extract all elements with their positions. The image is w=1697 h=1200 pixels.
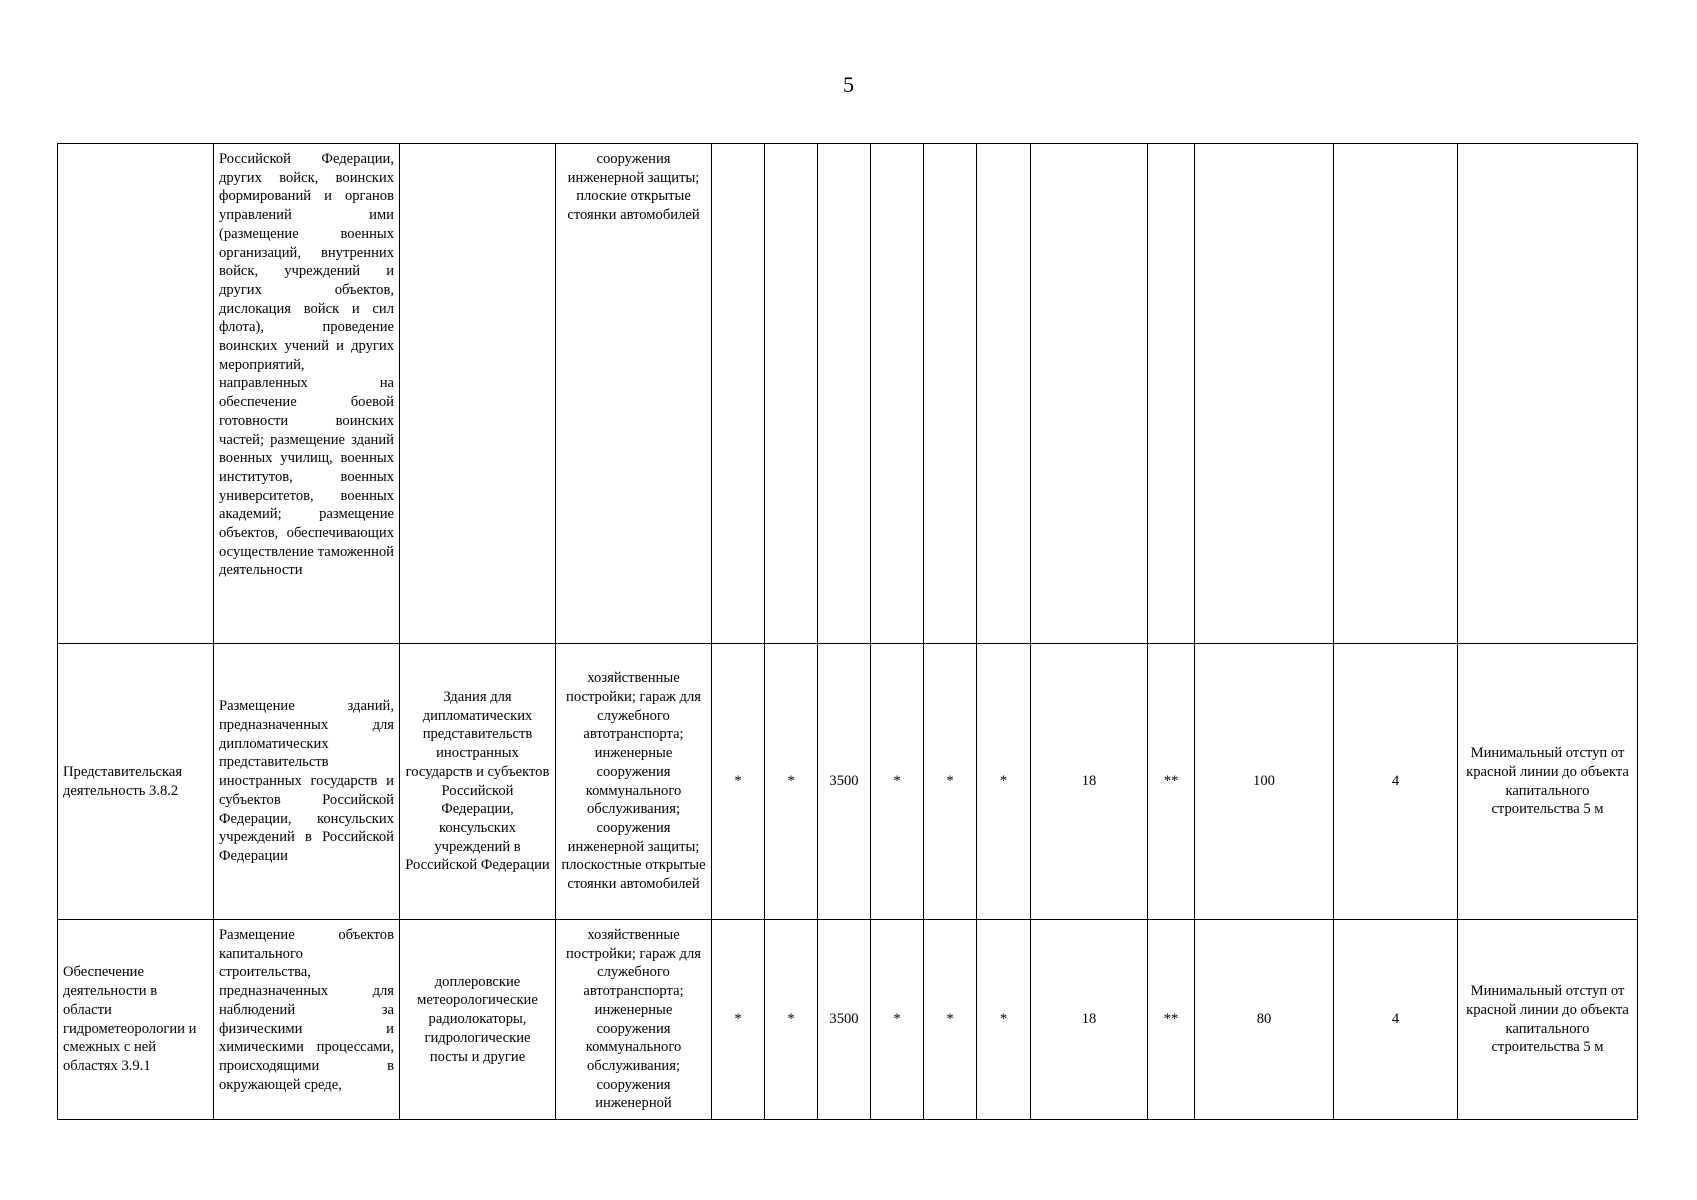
cell-note: Минимальный отступ от красной линии до объекта капитального строительства 5 м bbox=[1458, 644, 1638, 920]
table-row bbox=[58, 920, 1638, 1120]
cell-param-12: ** bbox=[1148, 920, 1195, 1120]
cell-param-9: * bbox=[924, 644, 977, 920]
cell-param-7 bbox=[818, 144, 871, 644]
cell-param-12 bbox=[1148, 144, 1195, 644]
cell-use-description: Размещение зданий, предназначенных для дипломатических представительств иностранных государств и субъектов Российской Федерации, консульских учреждений в Российской Федерации bbox=[214, 644, 400, 920]
cell-note: Минимальный отступ от красной линии до объекта капитального строительства 5 м bbox=[1458, 920, 1638, 1120]
regulations-table bbox=[57, 143, 1638, 1120]
cell-main-objects: доплеровские метеорологические радиолокаторы, гидрологические посты и другие bbox=[400, 920, 556, 1120]
cell-use-name: Обеспечение деятельности в области гидрометеорологии и смежных с ней областях 3.9.1 bbox=[58, 920, 214, 1120]
cell-use-name bbox=[58, 144, 214, 644]
cell-use-description: Российской Федерации, других войск, воинских формирований и органов управлений ими (размещение военных организаций, внутренних войск, учреждений и других объектов, дислокация войск и сил флота), проведение воинских учений и других мероприятий, направленных на обеспечение боевой готовности воинских частей; размещение зданий военных училищ, военных институтов, военных университетов, военных академий; размещение объектов, обеспечивающих осуществление таможенной деятельности bbox=[214, 144, 400, 644]
cell-param-11: 18 bbox=[1031, 920, 1148, 1120]
cell-param-7: 3500 bbox=[818, 644, 871, 920]
cell-param-5: * bbox=[712, 920, 765, 1120]
cell-param-6: * bbox=[765, 644, 818, 920]
page-number: 5 bbox=[843, 72, 854, 97]
cell-auxiliary-objects: хозяйственные постройки; гараж для служебного автотранспорта; инженерные сооружения коммунального обслуживания; сооружения инженерной bbox=[556, 920, 712, 1120]
cell-param-13 bbox=[1195, 144, 1334, 644]
cell-param-6: * bbox=[765, 920, 818, 1120]
cell-param-7: 3500 bbox=[818, 920, 871, 1120]
cell-auxiliary-objects: сооружения инженерной защиты; плоские открытые стоянки автомобилей bbox=[556, 144, 712, 644]
cell-auxiliary-objects: хозяйственные постройки; гараж для служебного автотранспорта; инженерные сооружения коммунального обслуживания; сооружения инженерной защиты; плоскостные открытые стоянки автомобилей bbox=[556, 644, 712, 920]
cell-param-8 bbox=[871, 144, 924, 644]
cell-param-10: * bbox=[977, 920, 1031, 1120]
table-row bbox=[58, 644, 1638, 920]
cell-param-10 bbox=[977, 144, 1031, 644]
cell-param-11: 18 bbox=[1031, 644, 1148, 920]
cell-main-objects bbox=[400, 144, 556, 644]
cell-use-description: Размещение объектов капитального строительства, предназначенных для наблюдений за физическими и химическими процессами, происходящими в окружающей среде, bbox=[214, 920, 400, 1120]
cell-param-8: * bbox=[871, 920, 924, 1120]
cell-param-11 bbox=[1031, 144, 1148, 644]
cell-param-5: * bbox=[712, 644, 765, 920]
cell-use-name: Представительская деятельность 3.8.2 bbox=[58, 644, 214, 920]
cell-param-14: 4 bbox=[1334, 920, 1458, 1120]
cell-param-13: 100 bbox=[1195, 644, 1334, 920]
cell-param-12: ** bbox=[1148, 644, 1195, 920]
cell-param-9 bbox=[924, 144, 977, 644]
cell-main-objects: Здания для дипломатических представительств иностранных государств и субъектов Российской Федерации, консульских учреждений в Российской Федерации bbox=[400, 644, 556, 920]
cell-param-6 bbox=[765, 144, 818, 644]
cell-param-8: * bbox=[871, 644, 924, 920]
cell-note bbox=[1458, 144, 1638, 644]
table-row bbox=[58, 144, 1638, 644]
cell-param-10: * bbox=[977, 644, 1031, 920]
cell-param-14: 4 bbox=[1334, 644, 1458, 920]
cell-param-5 bbox=[712, 144, 765, 644]
cell-param-14 bbox=[1334, 144, 1458, 644]
cell-param-13: 80 bbox=[1195, 920, 1334, 1120]
cell-param-9: * bbox=[924, 920, 977, 1120]
